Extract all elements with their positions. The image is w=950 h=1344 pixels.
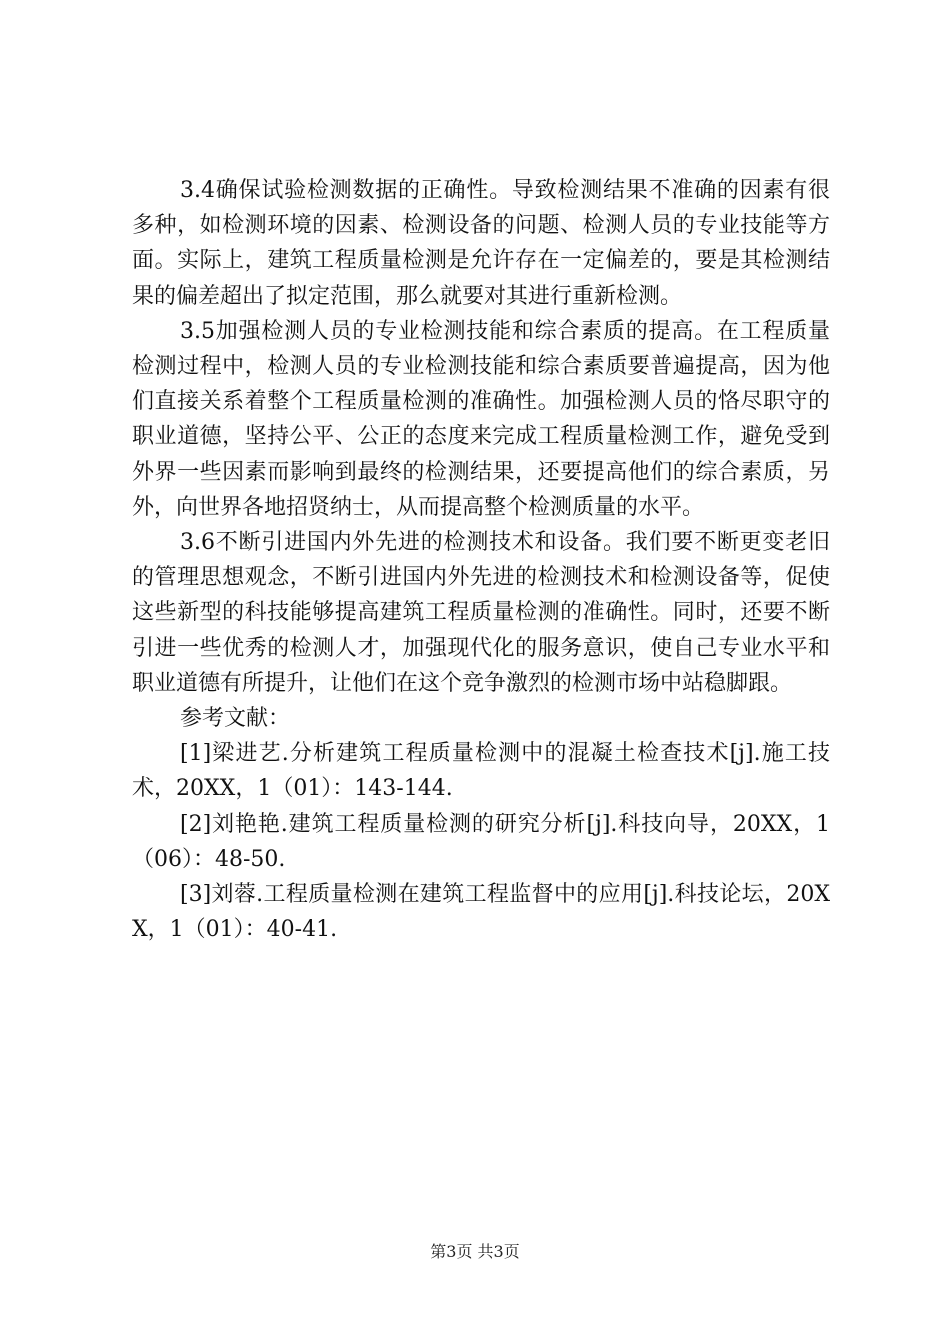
paragraph-3-6: 3.6不断引进国内外先进的检测技术和设备。我们要不断更变老旧的管理思想观念，不断引进国内外先进的检测技术和检测设备等，促使这些新型的科技能够提高建筑工程质量检测的准确性。同时，还要不断引进一些优秀的检测人才，加强现代化的服务意识，使自己专业水平和职业道德有所提升，让他们在这个竞争激烈的检测市场中站稳脚跟。 <box>132 530 830 696</box>
document-body <box>132 173 830 947</box>
reference-item-3: [3]刘蓉.工程质量检测在建筑工程监督中的应用[j].科技论坛，20XX，1（01）：40-41. <box>132 882 830 943</box>
reference-item-1: [1]梁进艺.分析建筑工程质量检测中的混凝土检查技术[j].施工技术，20XX，1（01）：143-144. <box>132 741 830 802</box>
reference-item-2: [2]刘艳艳.建筑工程质量检测的研究分析[j].科技向导，20XX，1（06）：48-50. <box>132 811 830 872</box>
page-footer <box>0 1242 950 1262</box>
references-heading: 参考文献： <box>180 706 291 732</box>
page-number-label: 第3页 共3页 <box>430 1242 520 1261</box>
paragraph-3-4: 3.4确保试验检测数据的正确性。导致检测结果不准确的因素有很多种，如检测环境的因素、检测设备的问题、检测人员的专业技能等方面。实际上，建筑工程质量检测是允许存在一定偏差的，要是其检测结果的偏差超出了拟定范围，那么就要对其进行重新检测。 <box>132 178 830 309</box>
paragraph-3-5: 3.5加强检测人员的专业检测技能和综合素质的提高。在工程质量检测过程中，检测人员的专业检测技能和综合素质要普遍提高，因为他们直接关系着整个工程质量检测的准确性。加强检测人员的恪尽职守的职业道德，坚持公平、公正的态度来完成工程质量检测工作，避免受到外界一些因素而影响到最终的检测结果，还要提高他们的综合素质，另外，向世界各地招贤纳士，从而提高整个检测质量的水平。 <box>132 318 830 520</box>
